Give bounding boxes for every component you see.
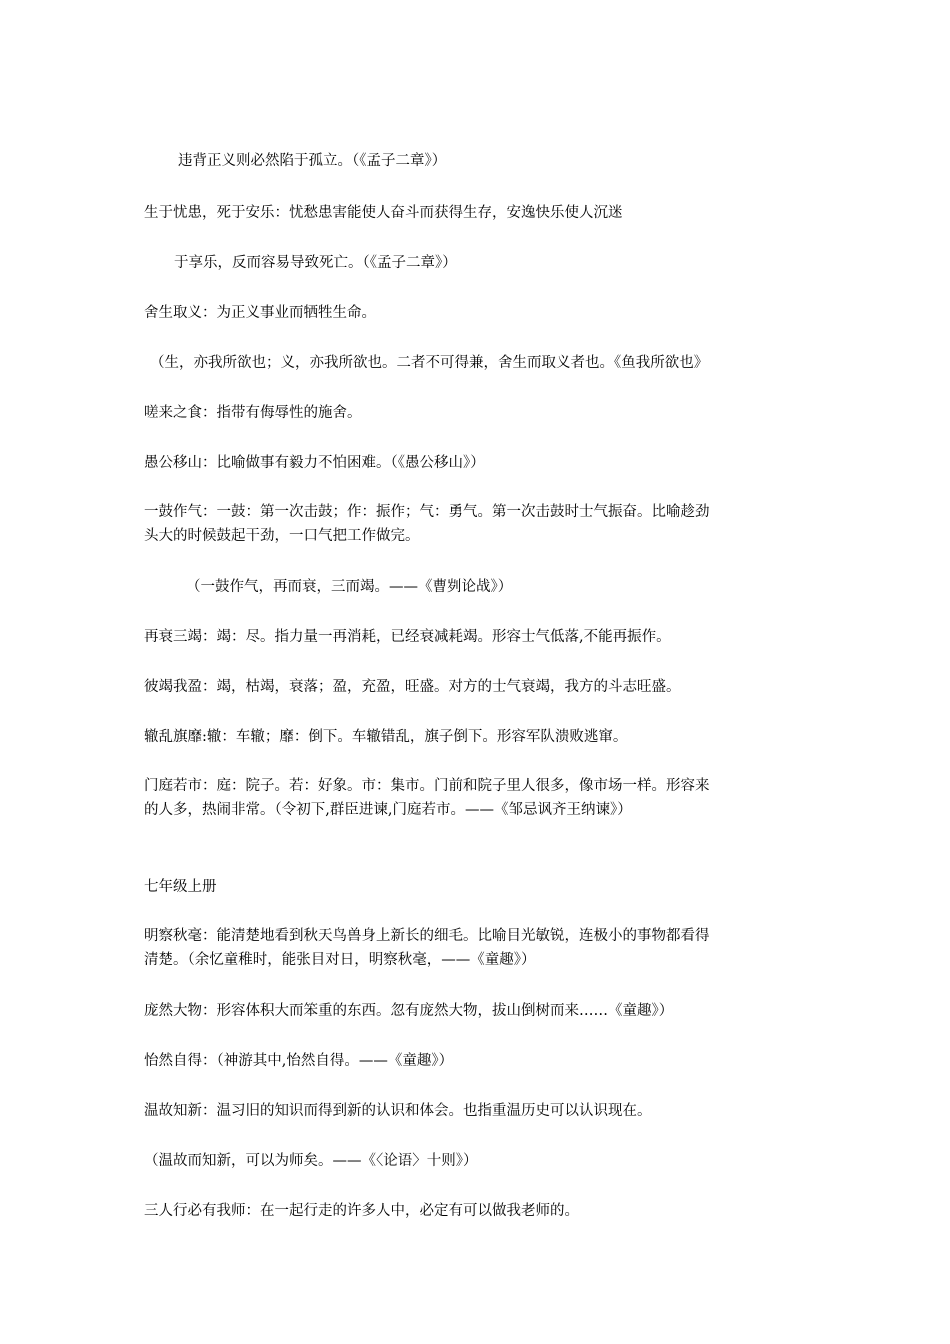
text-paragraph xyxy=(144,500,814,548)
text-paragraph xyxy=(144,924,814,972)
text-line: 怡然自得：（神游其中,怡然自得。——《童趣》） xyxy=(144,1053,454,1069)
text-line: 一鼓作气：一鼓：第一次击鼓；作：振作；气：勇气。第一次击鼓时士气振奋。比喻趁劲 xyxy=(144,504,710,520)
text-line: 头大的时候鼓起干劲，一口气把工作做完。 xyxy=(144,528,420,544)
text-line: 庞然大物：形容体积大而笨重的东西。忽有庞然大物，拔山倒树而来……《童趣》） xyxy=(144,1003,674,1019)
text-line: （温故而知新，可以为师矣。——《〈论语〉十则》） xyxy=(144,1153,478,1169)
text-line: 嗟来之食：指带有侮辱性的施舍。 xyxy=(144,405,362,421)
text-line: （生，亦我所欲也；义，亦我所欲也。二者不可得兼，舍生而取义者也。《鱼我所欲也》 xyxy=(150,355,709,371)
text-line: 彼竭我盈：竭，枯竭，衰落；盈，充盈，旺盛。对方的士气衰竭，我方的斗志旺盛。 xyxy=(144,679,681,695)
text-line: 辙乱旗靡:辙：车辙；靡：倒下。车辙错乱，旗子倒下。形容军队溃败逃窜。 xyxy=(144,729,628,745)
text-line: 于享乐，反而容易导致死亡。（《孟子二章》） xyxy=(174,255,457,271)
text-line: 愚公移山：比喻做事有毅力不怕困难。（《愚公移山》） xyxy=(144,455,485,471)
text-line: 生于忧患，死于安乐：忧愁患害能使人奋斗而获得生存，安逸快乐使人沉迷 xyxy=(144,205,623,221)
text-line: 再衰三竭：竭：尽。指力量一再消耗，已经衰减耗竭。形容士气低落,不能再振作。 xyxy=(144,629,671,645)
text-line: 违背正义则必然陷于孤立。（《孟子二章》） xyxy=(178,153,447,169)
text-line: 清楚。（余忆童稚时，能张目对日，明察秋毫，——《童趣》） xyxy=(144,952,536,968)
text-line: 门庭若市：庭：院子。若：好象。市：集市。门前和院子里人很多，像市场一样。形容来 xyxy=(144,778,710,794)
text-line: 温故知新：温习旧的知识而得到新的认识和体会。也指重温历史可以认识现在。 xyxy=(144,1103,652,1119)
text-line: 三人行必有我师：在一起行走的许多人中，必定有可以做我老师的。 xyxy=(144,1203,579,1219)
text-line: 明察秋毫：能清楚地看到秋天鸟兽身上新长的细毛。比喻目光敏锐，连极小的事物都看得 xyxy=(144,928,710,944)
text-line: 舍生取义：为正义事业而牺牲生命。 xyxy=(144,305,376,321)
text-paragraph xyxy=(144,774,814,822)
text-line: 的人多，热闹非常。（令初下,群臣进谏,门庭若市。——《邹忌讽齐王纳谏》） xyxy=(144,802,632,818)
section-heading: 七年级上册 xyxy=(144,879,217,895)
text-line: （一鼓作气，再而衰，三而竭。——《曹刿论战》） xyxy=(186,579,513,595)
